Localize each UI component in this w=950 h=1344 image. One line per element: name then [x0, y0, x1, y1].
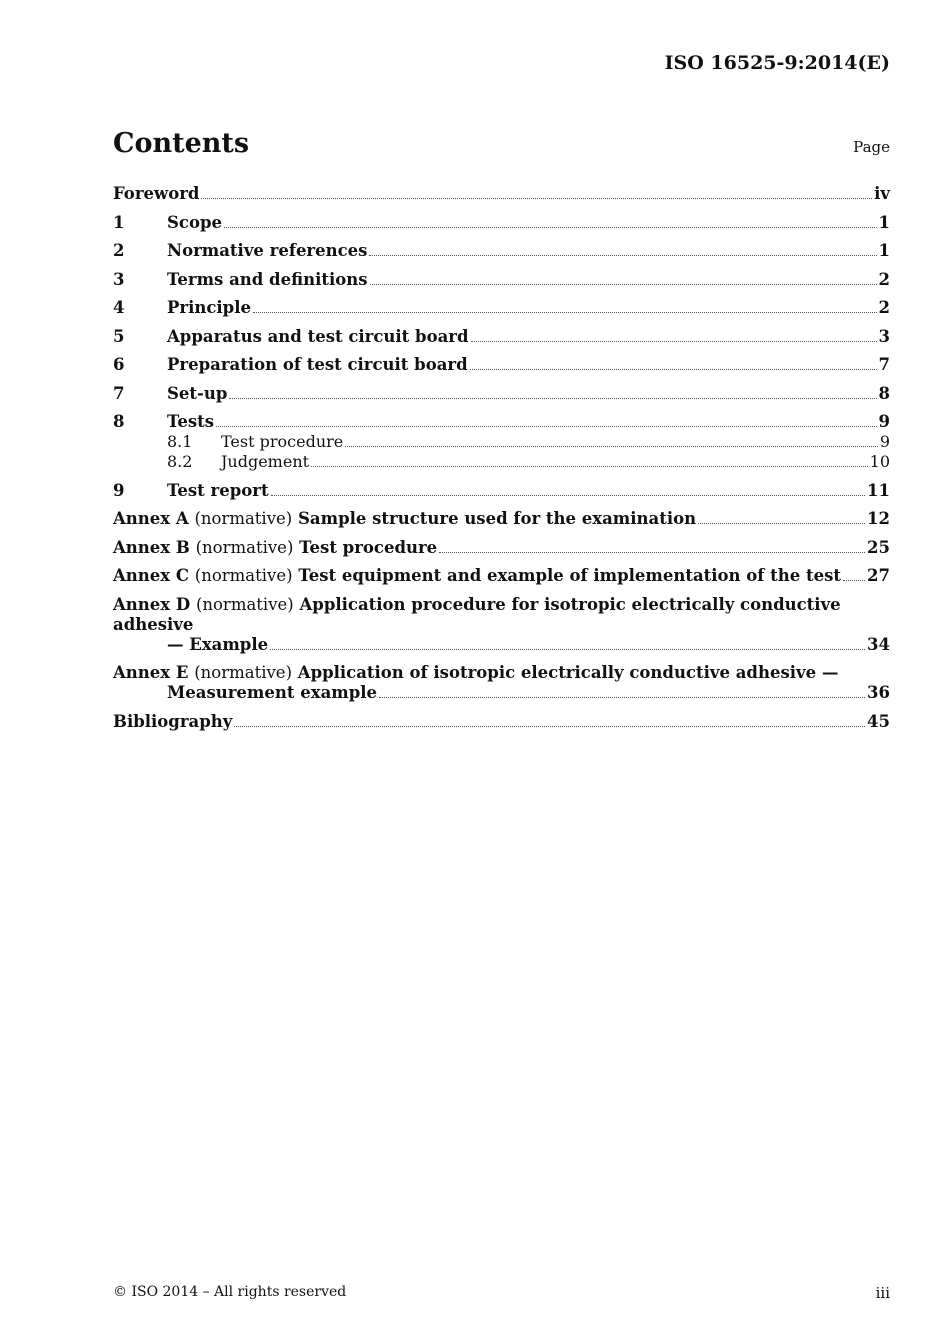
toc-entry-page: 27 — [867, 566, 890, 585]
toc-entry-foreword[interactable] — [113, 184, 890, 204]
dot-leader — [369, 255, 876, 256]
toc-entry-page: 10 — [869, 452, 890, 471]
dot-leader — [253, 312, 877, 313]
toc-entry-page: 8 — [878, 383, 890, 403]
toc-entry-number: 8.2 — [167, 452, 193, 471]
dot-leader — [370, 284, 877, 285]
toc-entry-title: Preparation of test circuit board — [167, 355, 468, 374]
toc-annex-d[interactable] — [113, 595, 890, 635]
annex-type: (normative) — [195, 594, 294, 614]
toc-entry-title: Set-up — [167, 383, 228, 403]
annex-label: Annex E — [113, 663, 189, 682]
annex-type: (normative) — [194, 566, 293, 585]
dot-leader — [201, 198, 872, 199]
annex-title-continuation: — Example — [167, 634, 269, 654]
toc-entry-page: 11 — [867, 480, 890, 500]
toc-entry-page: 7 — [878, 355, 890, 374]
toc-entry-page: 1 — [878, 241, 890, 260]
toc-entry-test-report[interactable] — [113, 481, 890, 501]
toc-entry-title: Test procedure — [221, 432, 344, 451]
annex-type: (normative) — [194, 663, 293, 682]
dot-leader — [271, 495, 865, 496]
toc-entry-preparation[interactable] — [113, 355, 890, 375]
dot-leader — [234, 726, 865, 727]
toc-entry-title: Normative references — [167, 241, 368, 260]
toc-entry-page: 45 — [867, 711, 890, 731]
document-id: ISO 16525-9:2014(E) — [664, 52, 890, 74]
annex-label: Annex D — [113, 594, 191, 614]
copyright-notice: © ISO 2014 – All rights reserved — [113, 1284, 347, 1300]
toc-entry-number: 5 — [113, 326, 125, 346]
toc-entry-number: 3 — [113, 269, 125, 289]
annex-title: Test procedure — [299, 537, 438, 557]
toc-entry-title: Tests — [167, 412, 215, 431]
toc-entry-page: 2 — [878, 269, 890, 289]
annex-type: (normative) — [195, 537, 294, 557]
toc-entry-number: 2 — [113, 241, 125, 260]
toc-entry-number: 4 — [113, 298, 125, 317]
toc-entry-title — [113, 538, 437, 558]
dot-leader — [216, 426, 876, 427]
toc-entry-page: 25 — [867, 537, 890, 557]
toc-annex-c[interactable] — [113, 566, 890, 586]
toc-entry-bibliography[interactable] — [113, 712, 890, 732]
toc-entry-number: 8 — [113, 412, 125, 431]
toc-entry-page: 9 — [878, 412, 890, 431]
toc-entry-principle[interactable] — [113, 298, 890, 318]
toc-entry-page: 1 — [878, 212, 890, 232]
page-number: iii — [875, 1284, 890, 1302]
toc-entry-number: 8.1 — [167, 432, 193, 451]
toc-entry-title: Terms and definitions — [167, 269, 368, 289]
toc-entry-page: 9 — [879, 432, 890, 451]
toc-entry-page: 2 — [878, 298, 890, 317]
annex-title: Application of isotropic electrically conductive adhesive — — [297, 663, 839, 682]
toc-annex-e[interactable] — [113, 663, 890, 683]
toc-entry-page: 36 — [867, 683, 890, 702]
toc-entry-title — [113, 509, 696, 529]
dot-leader — [471, 341, 877, 342]
toc-entry-number: 9 — [113, 480, 125, 500]
toc-entry-tests[interactable] — [113, 412, 890, 432]
toc-entry-title: Principle — [167, 298, 251, 317]
toc-entry-terms-and-definitions[interactable] — [113, 270, 890, 290]
annex-title-continuation: Measurement example — [167, 683, 378, 702]
toc-annex-e-continuation[interactable] — [113, 683, 890, 703]
dot-leader — [224, 227, 877, 228]
toc-subentry-test-procedure[interactable] — [113, 432, 890, 452]
toc-entry-page: 3 — [878, 326, 890, 346]
page-footer — [113, 1284, 890, 1302]
annex-title: Test equipment and example of implementation of the test — [298, 566, 842, 585]
toc-annex-a[interactable] — [113, 509, 890, 529]
toc-entry-title — [113, 566, 841, 586]
dot-leader — [379, 697, 865, 698]
dot-leader — [439, 552, 865, 553]
annex-title: Sample structure used for the examination — [298, 509, 697, 528]
dot-leader — [698, 523, 865, 524]
toc-annex-b[interactable] — [113, 538, 890, 558]
toc-entry-normative-references[interactable] — [113, 241, 890, 261]
toc-entry-number: 6 — [113, 355, 125, 374]
table-of-contents — [113, 184, 890, 732]
toc-entry-title: Judgement — [221, 452, 310, 471]
dot-leader — [345, 446, 878, 447]
toc-entry-title: Foreword — [113, 184, 200, 203]
dot-leader — [470, 369, 877, 370]
dot-leader — [843, 580, 865, 581]
annex-label: Annex B — [113, 537, 190, 557]
annex-label: Annex A — [113, 509, 189, 528]
toc-entry-number: 1 — [113, 212, 125, 232]
toc-entry-apparatus[interactable] — [113, 327, 890, 347]
toc-entry-title: Test report — [167, 480, 269, 500]
toc-entry-page: iv — [874, 184, 890, 203]
toc-subentry-judgement[interactable] — [113, 452, 890, 472]
toc-entry-title: Scope — [167, 212, 223, 232]
page-column-label: Page — [853, 138, 890, 156]
dot-leader — [229, 398, 876, 399]
toc-title: Contents — [113, 128, 250, 159]
toc-annex-d-continuation[interactable] — [113, 635, 890, 655]
toc-entry-page: 34 — [867, 634, 890, 654]
toc-entry-page: 12 — [867, 509, 890, 528]
toc-entry-title: Apparatus and test circuit board — [167, 326, 469, 346]
toc-header — [113, 128, 890, 159]
toc-entry-set-up[interactable] — [113, 384, 890, 404]
annex-label: Annex C — [113, 566, 190, 585]
annex-type: (normative) — [194, 509, 293, 528]
annex-title: Application procedure for isotropic electrically conductive adhesive — [113, 594, 841, 634]
toc-entry-title: Bibliography — [113, 711, 233, 731]
toc-entry-scope[interactable] — [113, 213, 890, 233]
dot-leader — [311, 466, 868, 467]
toc-entry-number: 7 — [113, 383, 125, 403]
dot-leader — [270, 649, 865, 650]
